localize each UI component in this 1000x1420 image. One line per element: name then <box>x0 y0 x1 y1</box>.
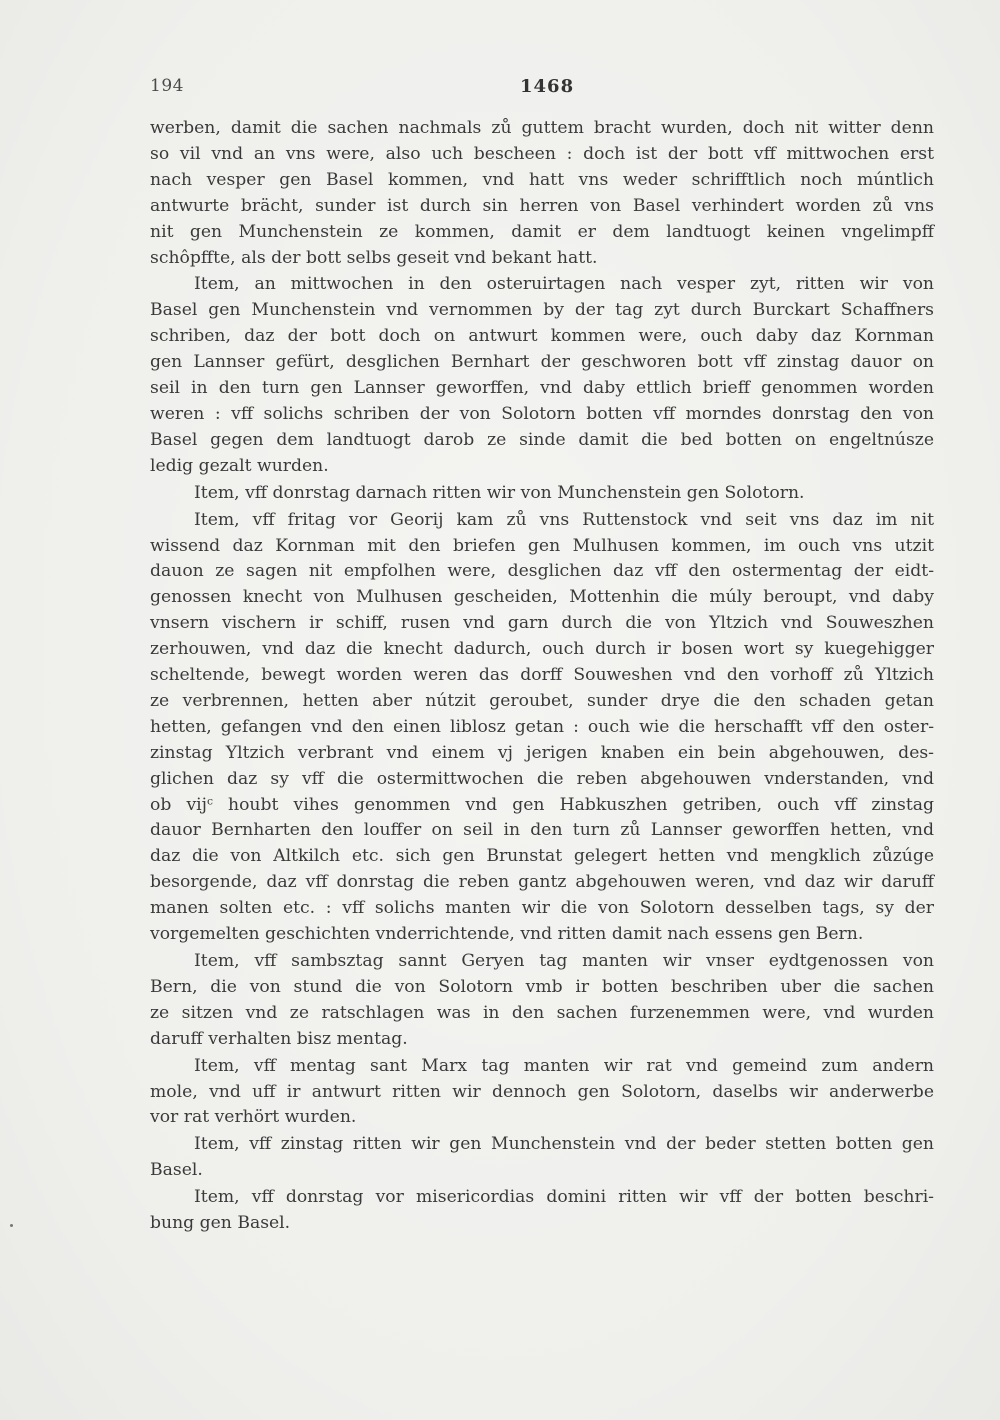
text-line: werben, damit die sachen nachmals zů guttem bracht wurden, doch nit witter denn <box>150 118 934 138</box>
text-line: genossen knecht von Mulhusen gescheiden, Mottenhin die múly beroupt, vnd daby <box>150 587 934 608</box>
text-line: seil in den turn gen Lannser geworffen, vnd daby ettlich brieff genommen worden <box>150 378 934 399</box>
text-line: zerhouwen, vnd daz die knecht dadurch, ouch durch ir bosen wort sy kuegehigger <box>150 639 934 660</box>
running-head-year: 1468 <box>520 76 575 97</box>
page-header <box>150 76 934 102</box>
text-line: hetten, gefangen vnd den einen liblosz getan : ouch wie die herschafft vff den oster- <box>150 716 934 737</box>
text-line: ze sitzen vnd ze ratschlagen was in den sachen furzenemmen were, vnd wurden <box>150 1002 934 1023</box>
paragraph <box>150 272 934 479</box>
text-line: wissend daz Kornman mit den briefen gen Mulhusen kommen, im ouch vns utzit <box>150 535 934 556</box>
text-line: Basel gen Munchenstein vnd vernommen by der tag zyt durch Burckart Schaffners <box>150 300 934 321</box>
text-line: Basel. <box>150 1160 203 1181</box>
text-line: vor rat verhört wurden. <box>150 1107 357 1128</box>
paragraph <box>150 1185 934 1237</box>
text-line: Item, vff mentag sant Marx tag manten wir rat vnd gemeind zum andern <box>194 1055 934 1076</box>
text-line: nach vesper gen Basel kommen, vnd hatt vns weder schrifftlich noch múntlich <box>150 169 934 190</box>
paragraph <box>150 949 934 1053</box>
scan-speck <box>10 1224 13 1227</box>
text-line: daruff verhalten bisz mentag. <box>150 1028 408 1049</box>
text-line: schôpffte, als der bott selbs geseit vnd bekant hatt. <box>150 247 598 268</box>
text-line: manen solten etc. : vff solichs manten wir die von Solotorn desselben tags, sy der <box>150 898 934 919</box>
body-text <box>150 116 934 1237</box>
text-line: gen Lannser gefürt, desglichen Bernhart der geschworen bott vff zinstag dauor on <box>150 352 934 373</box>
paragraph <box>150 1132 934 1184</box>
text-line: so vil vnd an vns were, also uch bescheen : doch ist der bott vff mittwochen erst <box>150 143 934 164</box>
text-line: antwurte brächt, sunder ist durch sin herren von Basel verhindert worden zů vns <box>150 195 934 216</box>
text-line: Basel gegen dem landtuogt darob ze sinde damit die bed botten on engeltnúsze <box>150 429 934 450</box>
text-line: Item, vff donrstag darnach ritten wir von Munchenstein gen Solotorn. <box>194 482 805 503</box>
paragraph <box>150 116 934 271</box>
text-line: besorgende, daz vff donrstag die reben gantz abgehouwen weren, vnd daz wir daruff <box>150 872 934 893</box>
text-line: Item, vff sambsztag sannt Geryen tag manten wir vnser eydtgenossen von <box>194 951 934 971</box>
text-line: ob vijᶜ houbt vihes genommen vnd gen Habkuszhen getriben, ouch vff zinstag <box>150 794 934 815</box>
text-line: Item, vff zinstag ritten wir gen Munchenstein vnd der beder stetten botten gen <box>194 1134 934 1155</box>
text-line: scheltende, bewegt worden weren das dorff Souweshen vnd den vorhoff zů Yltzich <box>150 665 934 686</box>
text-line: Item, vff donrstag vor misericordias domini ritten wir vff der botten beschri- <box>194 1187 934 1208</box>
text-line: ledig gezalt wurden. <box>150 455 329 476</box>
page-number: 194 <box>150 76 184 96</box>
text-line: mole, vnd uff ir antwurt ritten wir dennoch gen Solotorn, daselbs wir anderwerbe <box>150 1081 934 1102</box>
text-line: weren : vff solichs schriben der von Solotorn botten vff morndes donrstag den von <box>150 403 934 424</box>
text-line: vorgemelten geschichten vnderrichtende, vnd ritten damit nach essens gen Bern. <box>150 924 864 945</box>
text-line: Bern, die von stund die von Solotorn vmb ir botten beschriben uber die sachen <box>150 976 934 997</box>
text-line: Item, an mittwochen in den osteruirtagen nach vesper zyt, ritten wir von <box>194 274 934 295</box>
text-line: bung gen Basel. <box>150 1213 291 1234</box>
text-line: dauor Bernharten den louffer on seil in den turn zů Lannser geworffen hetten, vnd <box>150 820 934 841</box>
paragraph <box>150 481 934 507</box>
text-line: vnsern vischern ir schiff, rusen vnd garn durch die von Yltzich vnd Souweszhen <box>150 613 934 634</box>
text-line: ze verbrennen, hetten aber nútzit geroubet, sunder drye die den schaden getan <box>150 690 934 711</box>
text-line: nit gen Munchenstein ze kommen, damit er dem landtuogt keinen vngelimpff <box>150 221 934 242</box>
text-line: dauon ze sagen nit empfolhen were, desglichen daz vff den ostermentag der eidt- <box>150 561 934 582</box>
paragraph <box>150 1054 934 1132</box>
text-line: daz die von Altkilch etc. sich gen Brunstat gelegert hetten vnd mengklich zůzúge <box>150 846 934 867</box>
text-line: Item, vff fritag vor Georij kam zů vns Ruttenstock vnd seit vns daz im nit <box>194 509 934 530</box>
text-line: glichen daz sy vff die ostermittwochen die reben abgehouwen vnderstanden, vnd <box>150 768 934 789</box>
text-line: schriben, daz der bott doch on antwurt kommen were, ouch daby daz Kornman <box>150 326 934 347</box>
paragraph <box>150 508 934 948</box>
text-line: zinstag Yltzich verbrant vnd einem vj jerigen knaben ein bein abgehouwen, des- <box>150 742 934 763</box>
